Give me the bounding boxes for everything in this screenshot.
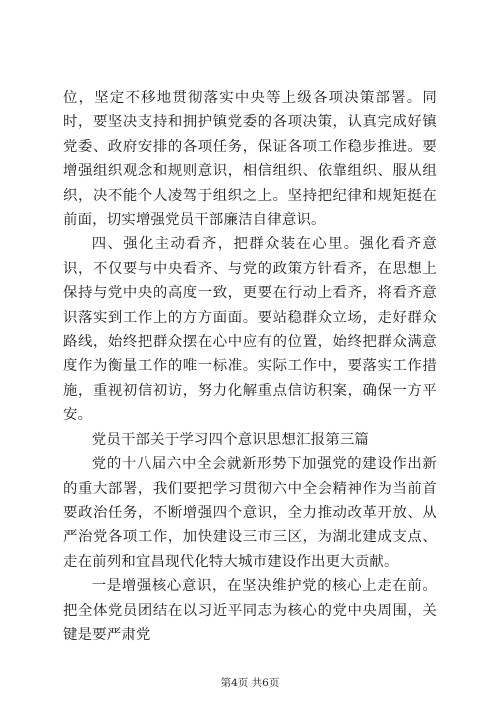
paragraph-intro: 党的十八届六中全会就新形势下加强党的建设作出新的重大部署，我们要把学习贯彻六中全会精神作为当前首要政治任务，不断增强四个意识，全力推动改革开放、从严治党各项工作，加快建设三市三区，为湖北建成支点、走在前列和宜昌现代化特大城市建设作出更大贡献。 xyxy=(63,456,437,570)
paragraph-section-four: 四、强化主动看齐，把群众装在心里。强化看齐意识，不仅要与中央看齐、与党的政策方针看齐，在思想上保持与党中央的高度一致，更要在行动上看齐，将看齐意识落实到工作上的方方面面。要站稳群众立场，走好群众路线，始终把群众摆在心中应有的位置，始终把群众满意度作为衡量工作的唯一标准。实际工作中，要落实工作措施，重视初信初访，努力化解重点信访积案，确保一方平安。 xyxy=(63,236,437,424)
section-heading: 党员干部关于学习四个意识思想汇报第三篇 xyxy=(91,431,370,448)
paragraph-point-one: 一是增强核心意识，在坚决维护党的核心上走在前。把全体党员团结在以习近平同志为核心的党中央周围，关键是要严肃党 xyxy=(63,578,437,643)
paragraph-continuation: 位，坚定不移地贯彻落实中央等上级各项决策部署。同时，要坚决支持和拥护镇党委的各项决策，认真完成好镇党委、政府安排的各项任务，保证各项工作稳步推进。要增强组织观念和规则意识，相信组织、依靠组织、服从组织，决不能个人凌驾于组织之上。坚持把纪律和规矩挺在前面，切实增强党员干部廉洁自律意识。 xyxy=(63,90,437,229)
document-body xyxy=(63,86,437,647)
page-footer: 第4页 共6页 xyxy=(220,677,280,689)
